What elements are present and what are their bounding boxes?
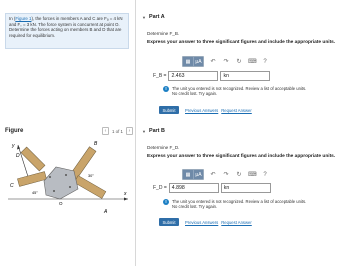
part-b-answer-row: [153, 183, 271, 193]
gusset-plate: [44, 167, 78, 199]
part-b-feedback-tail: No credit lost. Try again.: [172, 204, 218, 210]
part-a-request-answer-link[interactable]: Request Answer: [221, 107, 252, 113]
figure-pager: [102, 127, 133, 135]
part-b-format-group: [182, 169, 204, 180]
part-b-value-input[interactable]: 4.898: [169, 183, 219, 193]
caret-down-icon: ▼: [142, 14, 146, 20]
label-a: A: [104, 209, 108, 215]
figure-link[interactable]: Figure 1: [15, 16, 32, 21]
part-b-submit-button[interactable]: Submit: [159, 218, 179, 226]
part-a-instruction: Express your answer to three significant figures and include the appropriate units.: [147, 40, 336, 45]
chevron-right-icon[interactable]: ›: [126, 127, 133, 135]
mu-a-icon[interactable]: μA: [193, 170, 203, 179]
member-c: [17, 172, 46, 187]
templates-icon[interactable]: ▦: [183, 170, 193, 179]
part-b-instruction: Express your answer to three significant figures and include the appropriate units.: [147, 154, 336, 159]
keyboard-icon[interactable]: ⌨: [248, 59, 257, 65]
part-a-previous-answers-link[interactable]: Previous Answers: [185, 107, 219, 113]
part-b-previous-answers-link[interactable]: Previous Answers: [185, 219, 219, 225]
pager-label: 1 of 1: [112, 128, 123, 134]
part-a-header[interactable]: ▼ Part A: [142, 14, 165, 20]
problem-statement: In (Figure 1), the forces in members A and C are Fₐ = 4 kN and F꜀ = 3 kN. The force system is concurrent at point O. Determine the forces acting on members B and D that are required for equilibrium.: [5, 13, 129, 49]
part-a-var-label: F_B =: [153, 73, 167, 79]
undo-icon[interactable]: ↶: [210, 172, 216, 178]
caret-down-icon: ▼: [142, 128, 146, 134]
part-b-request-answer-link[interactable]: Request Answer: [221, 219, 252, 225]
label-b: B: [94, 141, 98, 147]
member-d: [21, 147, 45, 171]
label-d: D: [16, 153, 20, 159]
info-icon: !: [163, 199, 169, 205]
part-b-prompt: Determine F_D.: [147, 145, 180, 150]
help-icon[interactable]: ?: [263, 58, 267, 65]
label-angle-left: 45°: [32, 191, 38, 195]
part-a-toolbar: [182, 56, 269, 67]
part-b-feedback: [163, 199, 306, 210]
part-b-toolbar: [182, 169, 269, 180]
part-b-actions: [159, 218, 252, 226]
part-b-var-label: F_D =: [153, 185, 167, 191]
part-a-feedback-tail: No credit lost. Try again.: [172, 91, 218, 97]
part-a-feedback: [163, 86, 306, 97]
column-divider: [135, 0, 136, 266]
mu-a-icon[interactable]: μA: [193, 57, 203, 66]
reset-icon[interactable]: ↻: [236, 59, 242, 65]
label-y: y: [12, 143, 15, 149]
force-diagram: [4, 137, 132, 217]
keyboard-icon[interactable]: ⌨: [248, 172, 257, 178]
part-a-value-input[interactable]: 2.463: [168, 71, 218, 81]
part-a-submit-button[interactable]: Submit: [159, 106, 179, 114]
reset-icon[interactable]: ↻: [236, 172, 242, 178]
figure-title: Figure: [5, 128, 24, 134]
help-icon[interactable]: ?: [263, 171, 267, 178]
part-a-prompt: Determine F_B.: [147, 31, 180, 36]
part-a-answer-row: [153, 71, 270, 81]
part-b-unit-input[interactable]: kn: [221, 183, 271, 193]
label-x: x: [124, 191, 127, 197]
part-b-header[interactable]: ▼ Part B: [142, 128, 165, 134]
member-a: [74, 176, 106, 199]
templates-icon[interactable]: ▦: [183, 57, 193, 66]
part-b-feedback-msg: The unit you entered is not recognized. Review a list of acceptable units.: [172, 199, 307, 204]
part-a-format-group: [182, 56, 204, 67]
undo-icon[interactable]: ↶: [210, 59, 216, 65]
redo-icon[interactable]: ↷: [223, 59, 229, 65]
x-axis-arrow-icon: [124, 198, 128, 201]
label-o: O: [59, 201, 63, 206]
redo-icon[interactable]: ↷: [223, 172, 229, 178]
label-c: C: [10, 183, 14, 189]
info-icon: !: [163, 86, 169, 92]
part-a-unit-input[interactable]: kn: [220, 71, 270, 81]
chevron-left-icon[interactable]: ‹: [102, 127, 109, 135]
label-angle-right: 30°: [88, 174, 94, 178]
part-a-actions: [159, 106, 252, 114]
part-a-feedback-msg: The unit you entered is not recognized. Review a list of acceptable units.: [172, 86, 307, 91]
